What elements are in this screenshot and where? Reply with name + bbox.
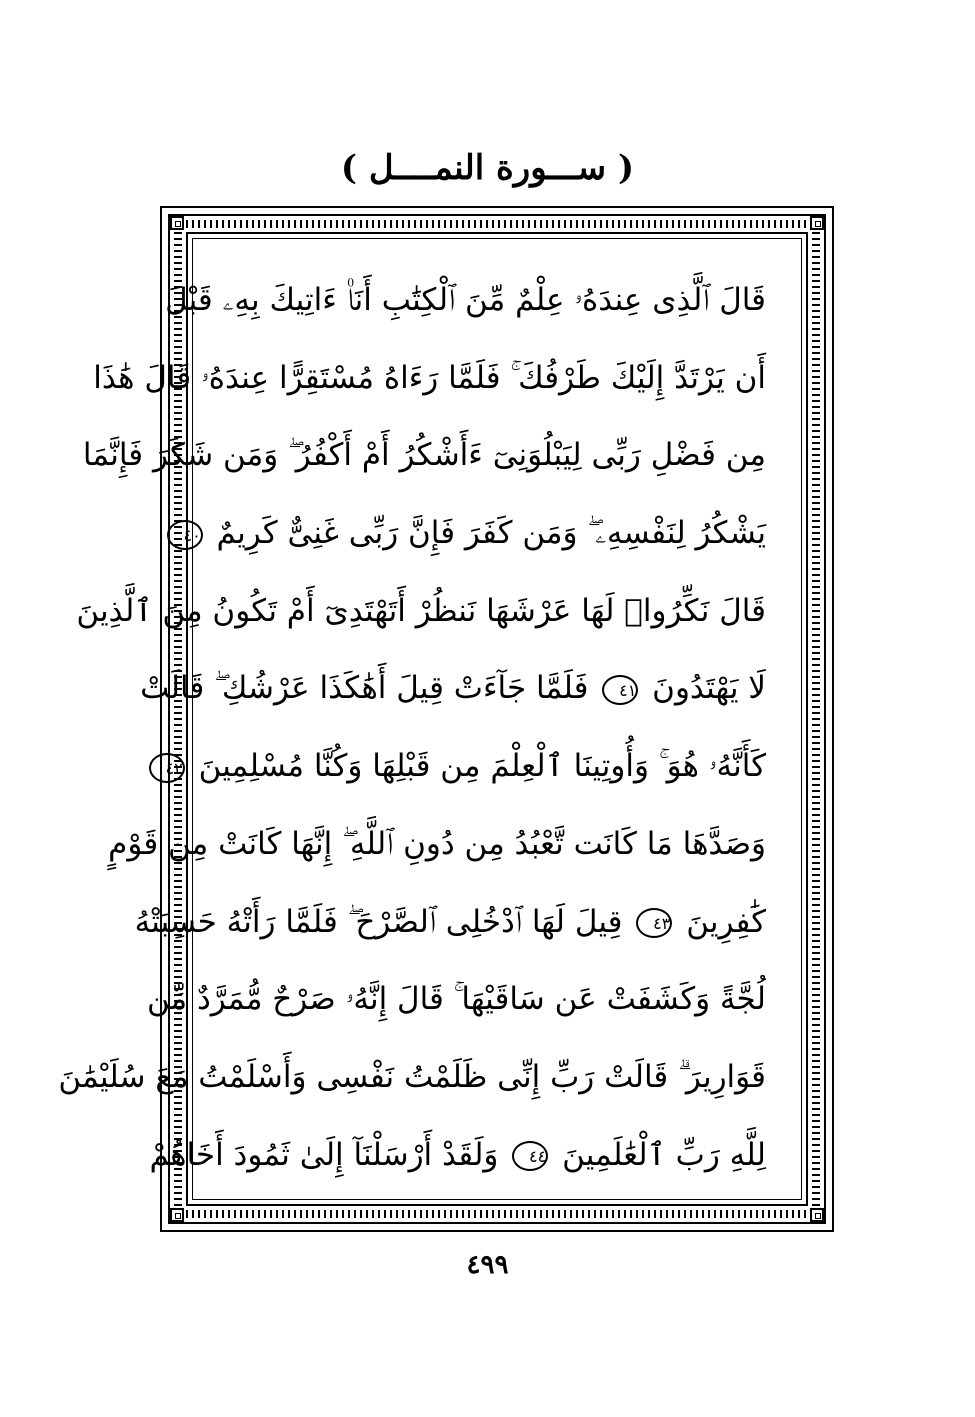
verse-text: كَٰفِرِينَ <box>686 903 766 940</box>
verse-line <box>82 417 766 495</box>
verse-line <box>165 728 766 806</box>
verse-line <box>149 1117 766 1195</box>
verse-line <box>93 340 766 418</box>
ayah-number-marker: ٤٤ <box>512 1141 548 1171</box>
verse-text: قِيلَ لَهَا ٱدْخُلِى ٱلصَّرْحَ ۖ فَلَمَّا رَأَتْهُ حَسِبَتْهُ <box>134 903 623 940</box>
verse-text: قَالَ ٱلَّذِى عِندَهُۥ عِلْمٌ مِّنَ ٱلْكِتَٰبِ أَنَا۠ ءَاتِيكَ بِهِۦ قَبْلَ <box>165 282 766 318</box>
verse-text: لُجَّةً وَكَشَفَتْ عَن سَاقَيْهَا ۚ قَالَ إِنَّهُۥ صَرْحٌ مُّمَرَّدٌ مِّن <box>146 981 766 1018</box>
verse-text: أَن يَرْتَدَّ إِلَيْكَ طَرْفُكَ ۚ فَلَمَّا رَءَاهُ مُسْتَقِرًّا عِندَهُۥ قَالَ هَٰذَا <box>93 359 766 396</box>
ayah-number-marker: ٤١ <box>602 675 638 705</box>
verse-line <box>108 806 766 884</box>
verse-line <box>76 573 766 651</box>
verse-text: يَشْكُرُ لِنَفْسِهِۦ ۖ وَمَن كَفَرَ فَإِنَّ رَبِّى غَنِىٌّ كَرِيمٌ <box>216 515 766 552</box>
ayah-number-marker: ٤٠ <box>167 520 203 550</box>
verse-line <box>146 961 766 1039</box>
verse-line <box>58 1039 766 1117</box>
verse-text: وَلَقَدْ أَرْسَلْنَآ إِلَىٰ ثَمُودَ أَخَاهُمْ <box>149 1136 499 1173</box>
verse-line <box>183 495 766 573</box>
verse-line <box>140 650 766 728</box>
frame-corner-ornament <box>810 216 824 230</box>
ayah-number-marker: ٤٣ <box>636 908 672 938</box>
frame-corner-ornament <box>170 216 184 230</box>
verse-text: قَوَارِيرَ ۗ قَالَتْ رَبِّ إِنِّى ظَلَمْتُ نَفْسِى وَأَسْلَمْتُ مَعَ سُلَيْمَٰنَ <box>58 1058 766 1095</box>
verse-text: وَصَدَّهَا مَا كَانَت تَّعْبُدُ مِن دُونِ ٱللَّهِ ۖ إِنَّهَا كَانَتْ مِن قَوْمٍ <box>108 825 766 862</box>
frame-corner-ornament <box>810 1208 824 1222</box>
page-number: ٤٩٩ <box>466 1250 509 1280</box>
frame-corner-ornament <box>170 1208 184 1222</box>
verse-text: لَا يَهْتَدُونَ <box>652 670 766 707</box>
verse-line <box>165 262 766 340</box>
verse-text-block <box>58 262 766 1194</box>
verse-text: قَالَ نَكِّرُوا۟ لَهَا عَرْشَهَا نَنظُرْ أَتَهْتَدِىٓ أَمْ تَكُونُ مِنَ ٱلَّذِينَ <box>76 592 766 629</box>
verse-text: فَلَمَّا جَآءَتْ قِيلَ أَهَٰكَذَا عَرْشُكِ ۖ قَالَتْ <box>140 670 589 707</box>
verse-line <box>134 884 766 962</box>
verse-text: لِلَّهِ رَبِّ ٱلْعَٰلَمِينَ <box>562 1136 766 1173</box>
surah-title: ( ســـورة النمــــل ) <box>340 148 635 188</box>
ayah-number-marker: ٤٢ <box>149 753 185 783</box>
verse-text: مِن فَضْلِ رَبِّى لِيَبْلُوَنِىٓ ءَأَشْكُرُ أَمْ أَكْفُرُ ۖ وَمَن شَكَرَ فَإِنَّمَا <box>82 437 766 474</box>
verse-text: كَأَنَّهُۥ هُوَ ۚ وَأُوتِينَا ٱلْعِلْمَ مِن قَبْلِهَا وَكُنَّا مُسْلِمِينَ <box>198 748 766 785</box>
